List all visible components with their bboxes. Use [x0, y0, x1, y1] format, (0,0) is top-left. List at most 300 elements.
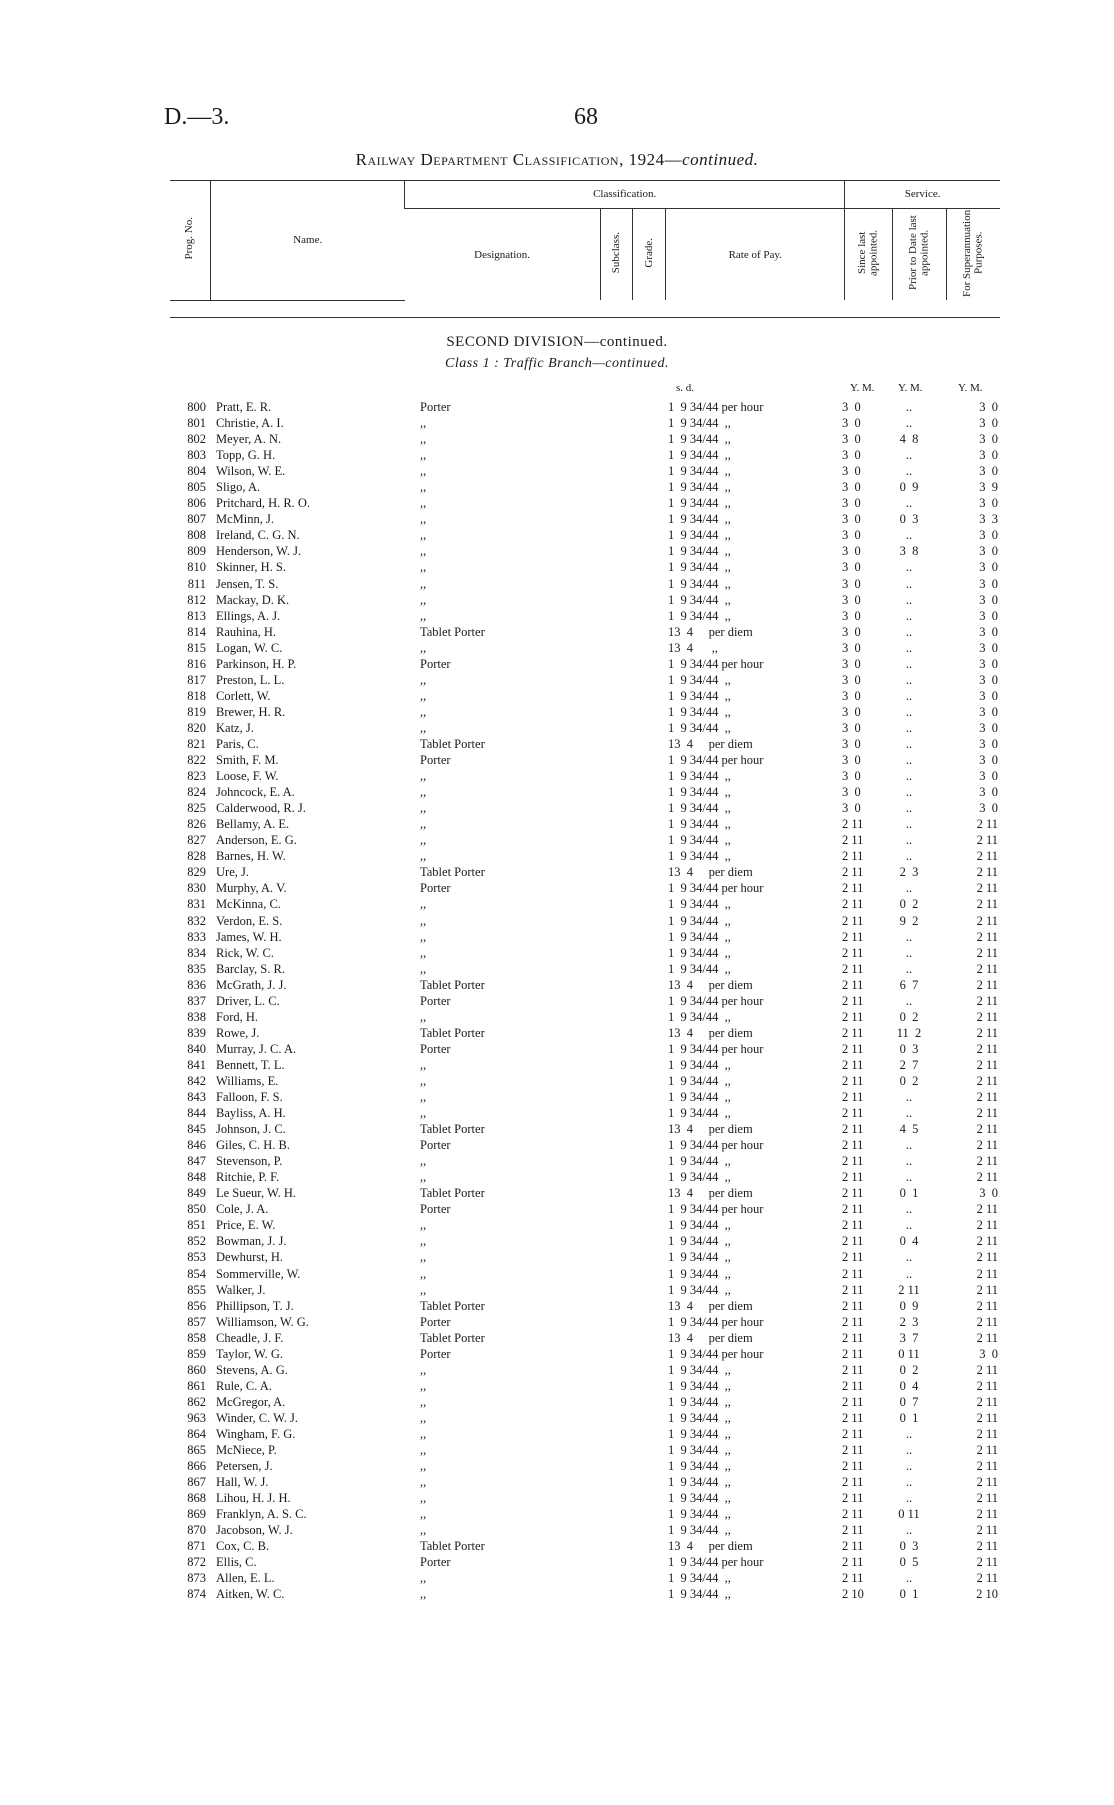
- name-cell: McKinna, C.: [216, 897, 281, 912]
- rate-cell: 13 4 per diem: [668, 1025, 753, 1040]
- service-since-cell: 3 0: [842, 528, 861, 543]
- service-since-cell: 2 11: [842, 849, 864, 864]
- service-since-cell: 2 11: [842, 1330, 864, 1345]
- table-row: [0, 656, 1114, 672]
- designation-cell: Porter: [420, 1202, 451, 1217]
- prog-no-cell: 831: [187, 897, 206, 912]
- service-super-cell: 3 0: [979, 720, 998, 735]
- table-row: [0, 864, 1114, 880]
- designation-cell: ,,: [420, 833, 427, 848]
- service-super-cell: 2 11: [976, 1410, 998, 1425]
- service-super-cell: 3 0: [979, 528, 998, 543]
- table-row: [0, 720, 1114, 736]
- service-since-cell: 3 0: [842, 769, 861, 784]
- prog-no-cell: 870: [187, 1523, 206, 1538]
- service-super-cell: 2 11: [976, 1378, 998, 1393]
- service-prior-cell: ..: [905, 817, 913, 832]
- service-prior-cell: 4 8: [899, 432, 919, 447]
- name-cell: Preston, L. L.: [216, 672, 285, 687]
- service-super-cell: 3 0: [979, 448, 998, 463]
- designation-cell: Porter: [420, 656, 451, 671]
- rate-cell: 1 9 34/44 ,,: [668, 448, 731, 463]
- service-since-cell: 2 11: [842, 833, 864, 848]
- name-cell: Meyer, A. N.: [216, 432, 282, 447]
- table-row: [0, 1185, 1114, 1201]
- service-prior-cell: 0 11: [898, 1507, 920, 1522]
- rate-cell: 1 9 34/44 ,,: [668, 1266, 731, 1281]
- service-prior-cell: ..: [905, 1138, 913, 1153]
- designation-cell: Tablet Porter: [420, 1298, 485, 1313]
- name-cell: Bowman, J. J.: [216, 1234, 287, 1249]
- rate-cell: 1 9 34/44 per hour: [668, 1041, 764, 1056]
- service-prior-cell: 0 1: [899, 1587, 919, 1602]
- service-since-cell: 3 0: [842, 432, 861, 447]
- table-row: [0, 993, 1114, 1009]
- rate-cell: 1 9 34/44 ,,: [668, 1250, 731, 1265]
- table-row: [0, 608, 1114, 624]
- service-super-cell: 2 11: [976, 1266, 998, 1281]
- designation-cell: ,,: [420, 1410, 427, 1425]
- designation-cell: ,,: [420, 1234, 427, 1249]
- header-classification: Classification.: [405, 180, 845, 209]
- service-prior-cell: ..: [905, 688, 913, 703]
- name-cell: Stevens, A. G.: [216, 1362, 288, 1377]
- prog-no-cell: 827: [187, 833, 206, 848]
- designation-cell: ,,: [420, 672, 427, 687]
- prog-no-cell: 853: [187, 1250, 206, 1265]
- prog-no-cell: 859: [187, 1346, 206, 1361]
- name-cell: Hall, W. J.: [216, 1475, 269, 1490]
- rate-cell: 1 9 34/44 ,,: [668, 1394, 731, 1409]
- name-cell: Cheadle, J. F.: [216, 1330, 284, 1345]
- service-prior-cell: ..: [905, 1154, 913, 1169]
- table-row: [0, 431, 1114, 447]
- service-since-cell: 2 11: [842, 1571, 864, 1586]
- service-since-cell: 3 0: [842, 512, 861, 527]
- service-super-cell: 2 11: [976, 1025, 998, 1040]
- service-prior-cell: ..: [905, 608, 913, 623]
- prog-no-cell: 807: [187, 512, 206, 527]
- service-super-cell: 3 0: [979, 624, 998, 639]
- table-row: [0, 1586, 1114, 1602]
- rate-cell: 1 9 34/44 ,,: [668, 688, 731, 703]
- service-prior-cell: ..: [905, 769, 913, 784]
- name-cell: Williams, E.: [216, 1073, 279, 1088]
- prog-no-cell: 805: [187, 480, 206, 495]
- prog-no-cell: 802: [187, 432, 206, 447]
- prog-no-cell: 871: [187, 1539, 206, 1554]
- designation-cell: ,,: [420, 929, 427, 944]
- rate-cell: 1 9 34/44 per hour: [668, 400, 764, 414]
- service-super-cell: 2 11: [976, 1475, 998, 1490]
- service-since-cell: 2 11: [842, 1138, 864, 1153]
- prog-no-cell: 873: [187, 1571, 206, 1586]
- name-cell: Jacobson, W. J.: [216, 1523, 293, 1538]
- service-since-cell: 2 11: [842, 1234, 864, 1249]
- designation-cell: ,,: [420, 1571, 427, 1586]
- table-row: [0, 511, 1114, 527]
- designation-cell: Porter: [420, 1346, 451, 1361]
- designation-cell: ,,: [420, 1378, 427, 1393]
- service-prior-cell: 0 3: [899, 512, 919, 527]
- table-row: [0, 624, 1114, 640]
- service-prior-cell: ..: [905, 881, 913, 896]
- service-prior-cell: ..: [905, 592, 913, 607]
- table-row: [0, 1378, 1114, 1394]
- name-cell: Johncock, E. A.: [216, 785, 295, 800]
- service-prior-cell: ..: [905, 929, 913, 944]
- header-super: For Superannuation Purposes.: [946, 209, 1000, 301]
- prog-no-cell: 855: [187, 1282, 206, 1297]
- prog-no-cell: 838: [187, 1009, 206, 1024]
- service-prior-cell: ..: [905, 560, 913, 575]
- name-cell: Cole, J. A.: [216, 1202, 269, 1217]
- name-cell: Bayliss, A. H.: [216, 1106, 286, 1121]
- rate-cell: 13 4 per diem: [668, 1298, 753, 1313]
- service-prior-cell: 0 4: [899, 1378, 919, 1393]
- rate-cell: 1 9 34/44 ,,: [668, 913, 731, 928]
- rate-cell: 1 9 34/44 ,,: [668, 1234, 731, 1249]
- header-service: Service.: [845, 180, 1000, 209]
- name-cell: Bennett, T. L.: [216, 1057, 285, 1072]
- service-super-cell: 2 11: [976, 1330, 998, 1345]
- table-row: [0, 415, 1114, 431]
- name-cell: Ellings, A. J.: [216, 608, 281, 623]
- designation-cell: Tablet Porter: [420, 736, 485, 751]
- designation-cell: ,,: [420, 448, 427, 463]
- service-super-cell: 2 11: [976, 833, 998, 848]
- prog-no-cell: 842: [187, 1073, 206, 1088]
- prog-no-cell: 854: [187, 1266, 206, 1281]
- name-cell: Christie, A. I.: [216, 416, 284, 431]
- service-since-cell: 2 11: [842, 1394, 864, 1409]
- designation-cell: ,,: [420, 432, 427, 447]
- service-prior-cell: 0 9: [899, 480, 919, 495]
- prog-no-cell: 817: [187, 672, 206, 687]
- table-row: [0, 1394, 1114, 1410]
- service-prior-cell: 0 4: [899, 1234, 919, 1249]
- name-cell: Allen, E. L.: [216, 1571, 275, 1586]
- service-prior-cell: ..: [905, 624, 913, 639]
- table-row: [0, 1442, 1114, 1458]
- name-cell: Sommerville, W.: [216, 1266, 301, 1281]
- table-row: [0, 1153, 1114, 1169]
- service-super-cell: 3 0: [979, 544, 998, 559]
- table-row: [0, 1009, 1114, 1025]
- rate-cell: 1 9 34/44 ,,: [668, 1057, 731, 1072]
- service-since-cell: 3 0: [842, 416, 861, 431]
- service-since-cell: 2 11: [842, 1106, 864, 1121]
- name-cell: Anderson, E. G.: [216, 833, 297, 848]
- table-row: [0, 672, 1114, 688]
- designation-cell: ,,: [420, 464, 427, 479]
- service-super-cell: 3 0: [979, 464, 998, 479]
- prog-no-cell: 872: [187, 1555, 206, 1570]
- table-row: [0, 768, 1114, 784]
- name-cell: Loose, F. W.: [216, 769, 279, 784]
- service-super-cell: 2 10: [976, 1587, 998, 1602]
- table-row: [0, 592, 1114, 608]
- table-row: [0, 1249, 1114, 1265]
- name-cell: McNiece, P.: [216, 1443, 277, 1458]
- rate-cell: 1 9 34/44 ,,: [668, 544, 731, 559]
- table-row: [0, 1506, 1114, 1522]
- prog-no-cell: 857: [187, 1314, 206, 1329]
- prog-no-cell: 843: [187, 1090, 206, 1105]
- prog-no-cell: 809: [187, 544, 206, 559]
- table-row: [0, 1025, 1114, 1041]
- designation-cell: ,,: [420, 961, 427, 976]
- rate-cell: 1 9 34/44 per hour: [668, 753, 764, 768]
- service-since-cell: 3 0: [842, 592, 861, 607]
- table-row: [0, 896, 1114, 912]
- rate-cell: 13 4 per diem: [668, 1330, 753, 1345]
- designation-cell: ,,: [420, 608, 427, 623]
- rate-cell: 1 9 34/44 per hour: [668, 1138, 764, 1153]
- service-super-cell: 2 11: [976, 1106, 998, 1121]
- service-prior-cell: ..: [905, 833, 913, 848]
- name-cell: Dewhurst, H.: [216, 1250, 284, 1265]
- prog-no-cell: 812: [187, 592, 206, 607]
- service-prior-cell: 0 11: [898, 1346, 920, 1361]
- name-cell: Topp, G. H.: [216, 448, 276, 463]
- service-super-cell: 2 11: [976, 849, 998, 864]
- prog-no-cell: 823: [187, 769, 206, 784]
- rate-cell: 1 9 34/44 ,,: [668, 608, 731, 623]
- rate-cell: 1 9 34/44 ,,: [668, 1378, 731, 1393]
- prior-units: Y. M.: [898, 382, 923, 394]
- table-row: [0, 880, 1114, 896]
- designation-cell: ,,: [420, 849, 427, 864]
- prog-no-cell: 822: [187, 753, 206, 768]
- service-super-cell: 2 11: [976, 1122, 998, 1137]
- name-cell: Franklyn, A. S. C.: [216, 1507, 307, 1522]
- service-super-cell: 3 0: [979, 656, 998, 671]
- service-super-cell: 3 0: [979, 753, 998, 768]
- page-title: [0, 150, 1114, 170]
- rate-cell: 1 9 34/44 per hour: [668, 881, 764, 896]
- table-row: [0, 832, 1114, 848]
- name-cell: Ireland, C. G. N.: [216, 528, 300, 543]
- designation-cell: ,,: [420, 1170, 427, 1185]
- name-cell: Corlett, W.: [216, 688, 271, 703]
- prog-no-cell: 835: [187, 961, 206, 976]
- rate-cell: 13 4 ,,: [668, 640, 718, 655]
- name-cell: Jensen, T. S.: [216, 576, 279, 591]
- name-cell: Rule, C. A.: [216, 1378, 272, 1393]
- service-prior-cell: ..: [905, 993, 913, 1008]
- service-since-cell: 2 11: [842, 1025, 864, 1040]
- rate-cell: 1 9 34/44 per hour: [668, 656, 764, 671]
- table-row: [0, 848, 1114, 864]
- prog-no-cell: 820: [187, 720, 206, 735]
- prog-no-cell: 874: [187, 1587, 206, 1602]
- designation-cell: ,,: [420, 1523, 427, 1538]
- service-prior-cell: ..: [905, 945, 913, 960]
- table-row: [0, 1330, 1114, 1346]
- service-super-cell: 3 0: [979, 576, 998, 591]
- table-row: [0, 1570, 1114, 1586]
- name-cell: Price, E. W.: [216, 1218, 276, 1233]
- name-cell: Phillipson, T. J.: [216, 1298, 294, 1313]
- designation-cell: ,,: [420, 512, 427, 527]
- table-row: [0, 800, 1114, 816]
- table-row: [0, 784, 1114, 800]
- rate-cell: 13 4 per diem: [668, 736, 753, 751]
- service-prior-cell: ..: [905, 576, 913, 591]
- service-since-cell: 2 11: [842, 1410, 864, 1425]
- table-row: [0, 1522, 1114, 1538]
- service-prior-cell: 2 3: [899, 1314, 919, 1329]
- designation-cell: ,,: [420, 480, 427, 495]
- rate-cell: 1 9 34/44 ,,: [668, 1475, 731, 1490]
- prog-no-cell: 858: [187, 1330, 206, 1345]
- prog-no-cell: 852: [187, 1234, 206, 1249]
- service-prior-cell: 3 7: [899, 1330, 919, 1345]
- service-super-cell: 3 0: [979, 400, 998, 414]
- prog-no-cell: 816: [187, 656, 206, 671]
- service-prior-cell: ..: [905, 1202, 913, 1217]
- prog-no-cell: 811: [187, 576, 206, 591]
- designation-cell: Tablet Porter: [420, 1539, 485, 1554]
- name-cell: Barclay, S. R.: [216, 961, 285, 976]
- service-super-cell: 2 11: [976, 1041, 998, 1056]
- name-cell: McMinn, J.: [216, 512, 274, 527]
- service-since-cell: 2 11: [842, 1362, 864, 1377]
- name-cell: Barnes, H. W.: [216, 849, 286, 864]
- table-row: [0, 913, 1114, 929]
- name-cell: Verdon, E. S.: [216, 913, 283, 928]
- rate-cell: 1 9 34/44 ,,: [668, 1427, 731, 1441]
- service-prior-cell: 0 3: [899, 1041, 919, 1056]
- service-prior-cell: ..: [905, 1266, 913, 1281]
- service-since-cell: 3 0: [842, 656, 861, 671]
- service-super-cell: 2 11: [976, 1218, 998, 1233]
- service-prior-cell: ..: [905, 1523, 913, 1538]
- prog-no-cell: 815: [187, 640, 206, 655]
- rate-cell: 1 9 34/44 ,,: [668, 704, 731, 719]
- service-prior-cell: ..: [905, 1475, 913, 1490]
- designation-cell: ,,: [420, 1394, 427, 1409]
- service-since-cell: 3 0: [842, 496, 861, 511]
- rate-cell: 1 9 34/44 ,,: [668, 801, 731, 816]
- rate-cell: 1 9 34/44 ,,: [668, 1106, 731, 1121]
- service-super-cell: 2 11: [976, 1009, 998, 1024]
- service-super-cell: 2 11: [976, 993, 998, 1008]
- service-since-cell: 2 11: [842, 1491, 864, 1506]
- service-super-cell: 2 11: [976, 1170, 998, 1185]
- service-super-cell: 2 11: [976, 897, 998, 912]
- service-since-cell: 2 11: [842, 1090, 864, 1105]
- table-row: [0, 576, 1114, 592]
- service-super-cell: 3 0: [979, 785, 998, 800]
- service-since-cell: 2 11: [842, 1122, 864, 1137]
- designation-cell: ,,: [420, 1266, 427, 1281]
- prog-no-cell: 821: [187, 736, 206, 751]
- service-since-cell: 2 11: [842, 1523, 864, 1538]
- service-since-cell: 3 0: [842, 560, 861, 575]
- service-super-cell: 2 11: [976, 913, 998, 928]
- service-prior-cell: ..: [905, 1571, 913, 1586]
- prog-no-cell: 864: [187, 1427, 206, 1441]
- table-row: [0, 1041, 1114, 1057]
- title-main: Railway Department Classification, 1924—: [355, 150, 683, 169]
- name-cell: Logan, W. C.: [216, 640, 283, 655]
- service-since-cell: 2 11: [842, 1073, 864, 1088]
- service-since-cell: 2 11: [842, 1475, 864, 1490]
- designation-cell: Tablet Porter: [420, 1025, 485, 1040]
- rate-cell: 13 4 per diem: [668, 977, 753, 992]
- rate-cell: 1 9 34/44 ,,: [668, 672, 731, 687]
- service-super-cell: 2 11: [976, 865, 998, 880]
- prog-no-cell: 856: [187, 1298, 206, 1313]
- name-cell: Williamson, W. G.: [216, 1314, 309, 1329]
- service-since-cell: 3 0: [842, 801, 861, 816]
- name-cell: Le Sueur, W. H.: [216, 1186, 297, 1201]
- designation-cell: Porter: [420, 753, 451, 768]
- designation-cell: ,,: [420, 1362, 427, 1377]
- header-rate: Rate of Pay.: [666, 209, 845, 301]
- designation-cell: ,,: [420, 640, 427, 655]
- prog-no-cell: 865: [187, 1443, 206, 1458]
- service-since-cell: 2 10: [842, 1587, 864, 1602]
- rate-cell: 1 9 34/44 ,,: [668, 1459, 731, 1474]
- service-super-cell: 3 0: [979, 672, 998, 687]
- service-super-cell: 2 11: [976, 1394, 998, 1409]
- name-cell: Parkinson, H. P.: [216, 656, 297, 671]
- prog-no-cell: 869: [187, 1507, 206, 1522]
- service-since-cell: 2 11: [842, 913, 864, 928]
- name-cell: Rauhina, H.: [216, 624, 277, 639]
- rate-cell: 1 9 34/44 ,,: [668, 1571, 731, 1586]
- designation-cell: Porter: [420, 993, 451, 1008]
- prog-no-cell: 808: [187, 528, 206, 543]
- name-cell: McGrath, J. J.: [216, 977, 287, 992]
- name-cell: Ellis, C.: [216, 1555, 257, 1570]
- service-since-cell: 2 11: [842, 1555, 864, 1570]
- table-row: [0, 1410, 1114, 1426]
- designation-cell: ,,: [420, 576, 427, 591]
- section-subtitle: Class 1 : Traffic Branch—continued.: [445, 356, 669, 371]
- designation-cell: ,,: [420, 720, 427, 735]
- service-prior-cell: ..: [905, 1170, 913, 1185]
- service-since-cell: 2 11: [842, 1009, 864, 1024]
- service-super-cell: 3 9: [979, 480, 998, 495]
- name-cell: Rick, W. C.: [216, 945, 274, 960]
- designation-cell: ,,: [420, 1057, 427, 1072]
- service-since-cell: 3 0: [842, 400, 861, 414]
- designation-cell: ,,: [420, 1090, 427, 1105]
- name-cell: Walker, J.: [216, 1282, 266, 1297]
- table-row: [0, 1538, 1114, 1554]
- rate-cell: 1 9 34/44 ,,: [668, 1009, 731, 1024]
- service-since-cell: 2 11: [842, 881, 864, 896]
- service-super-cell: 2 11: [976, 1234, 998, 1249]
- table-row: [0, 1426, 1114, 1442]
- service-super-cell: 2 11: [976, 1138, 998, 1153]
- table-row: [0, 1298, 1114, 1314]
- table-row: [0, 1490, 1114, 1506]
- service-prior-cell: 6 7: [899, 977, 919, 992]
- service-super-cell: 2 11: [976, 817, 998, 832]
- rate-cell: 1 9 34/44 ,,: [668, 785, 731, 800]
- service-since-cell: 2 11: [842, 1170, 864, 1185]
- designation-cell: ,,: [420, 1459, 427, 1474]
- name-cell: Ford, H.: [216, 1009, 259, 1024]
- prog-no-cell: 824: [187, 785, 206, 800]
- service-since-cell: 3 0: [842, 753, 861, 768]
- service-since-cell: 3 0: [842, 448, 861, 463]
